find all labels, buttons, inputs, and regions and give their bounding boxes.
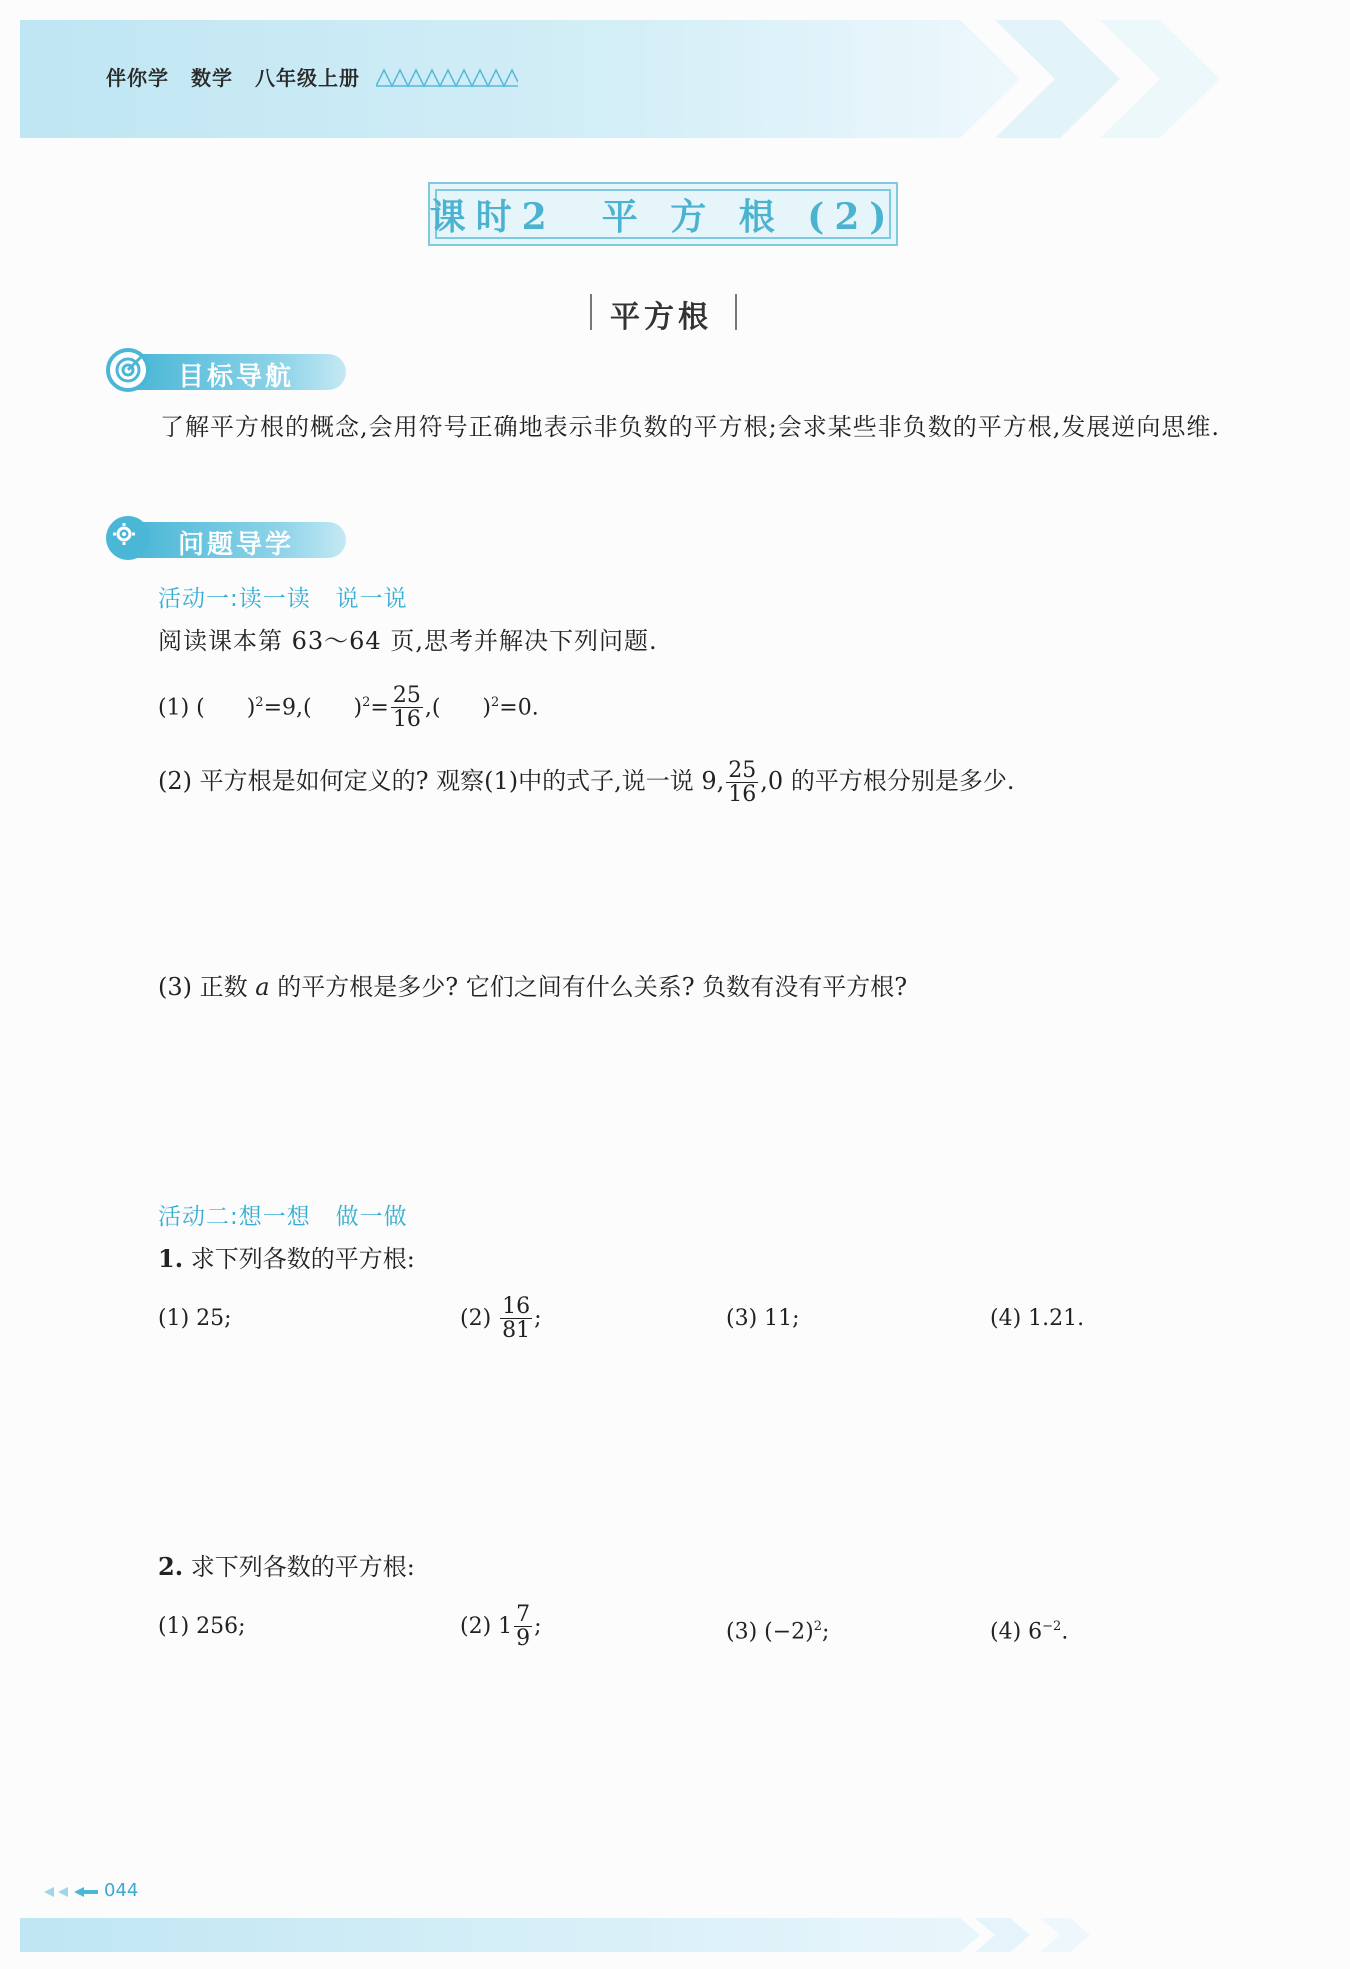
header-text — [106, 62, 382, 91]
q2-label: (2) — [158, 767, 192, 795]
goal-tag-label: 目标导航 — [178, 362, 295, 392]
q1-eq-1: =9,( ) — [263, 695, 363, 721]
q1-eq-2: = — [370, 695, 389, 721]
activity1-q2 — [158, 758, 1014, 806]
guide-tag — [106, 518, 346, 558]
header-book: 伴你学 — [106, 66, 169, 90]
ex2-item-1: (1) 256; — [158, 1614, 246, 1639]
q1-sup-2: 2 — [362, 695, 371, 710]
activity1-q3 — [158, 964, 907, 1010]
goal-tag — [106, 350, 346, 390]
ex1-item-3: (3) 11; — [726, 1306, 800, 1331]
thinking-head-icon — [106, 516, 150, 560]
ex2-item-2-fraction: $\frac{7}{9}$ — [516, 1602, 531, 1651]
ex2-item-2: (2) 1 $\frac{7}{9}$ ; — [460, 1602, 542, 1651]
ex1-item-2: (2) $\frac{16}{81}$ ; — [460, 1294, 542, 1343]
ex1-stem: 1. 求下列各数的平方根: — [158, 1244, 415, 1273]
q2-after: ,0 的平方根分别是多少. — [760, 767, 1015, 795]
ex2-item-4: (4) $6^{-2}$. — [990, 1619, 1069, 1645]
header-subject: 数学 — [191, 66, 233, 90]
ex1-item-2-fraction: $\frac{16}{81}$ — [502, 1294, 531, 1343]
q1-fraction: $\frac{25}{16}$ — [392, 683, 421, 733]
q3-after: 的平方根是多少? 它们之间有什么关系? 负数有没有平方根? — [269, 973, 908, 1001]
activity2-title: 活动二:想一想 做一做 — [158, 1204, 408, 1230]
ex2-num: 2. — [158, 1552, 184, 1581]
q1-blank-3: ,( ) — [424, 695, 491, 721]
footer-band — [20, 1918, 1100, 1952]
q1-label: (1) — [158, 695, 190, 721]
guide-tag-label: 问题导学 — [178, 530, 295, 560]
goal-text: 了解平方根的概念,会用符号正确地表示非负数的平方根;会求某些非负数的平方根,发展逆向思维. — [160, 413, 1220, 441]
section-title-bar-left — [590, 294, 592, 330]
section-title: 平方根 — [610, 300, 712, 335]
q1-eq-3: =0. — [499, 695, 539, 721]
activity1-intro: 阅读课本第 63～64 页,思考并解决下列问题. — [158, 627, 658, 655]
lesson-title-box — [428, 182, 898, 246]
q1-blank-1: ( ) — [196, 695, 256, 721]
ex1-item-1: (1) 25; — [158, 1306, 232, 1331]
section-title-bar-right — [735, 294, 737, 330]
ex1-item-4: (4) 1.21. — [990, 1306, 1085, 1331]
q2-before: 平方根是如何定义的? 观察(1)中的式子,说一说 9, — [199, 767, 725, 795]
q3-before: 正数 — [199, 973, 256, 1001]
q1-sup-3: 2 — [490, 695, 500, 710]
triangle-pattern-icon — [376, 68, 518, 88]
ex2-stem: 2. 求下列各数的平方根: — [158, 1552, 415, 1581]
q2-fraction: $\frac{25}{16}$ — [728, 757, 757, 807]
q1-sup-1: 2 — [255, 695, 264, 710]
activity1-q1 — [158, 680, 539, 731]
ex1-num: 1. — [158, 1244, 184, 1273]
page-number: 044 — [104, 1880, 139, 1901]
ex2-item-3: (3) $(-2)^2$; — [726, 1619, 830, 1645]
q3-var: a — [255, 973, 270, 1001]
footer-arrows-icon — [44, 1886, 100, 1898]
lesson-title: 课时2 平 方 根 (2) — [429, 195, 897, 238]
target-icon — [106, 348, 150, 392]
header-grade: 八年级上册 — [255, 66, 360, 90]
activity1-title: 活动一:读一读 说一说 — [158, 586, 408, 612]
q3-label: (3) — [158, 973, 192, 1001]
